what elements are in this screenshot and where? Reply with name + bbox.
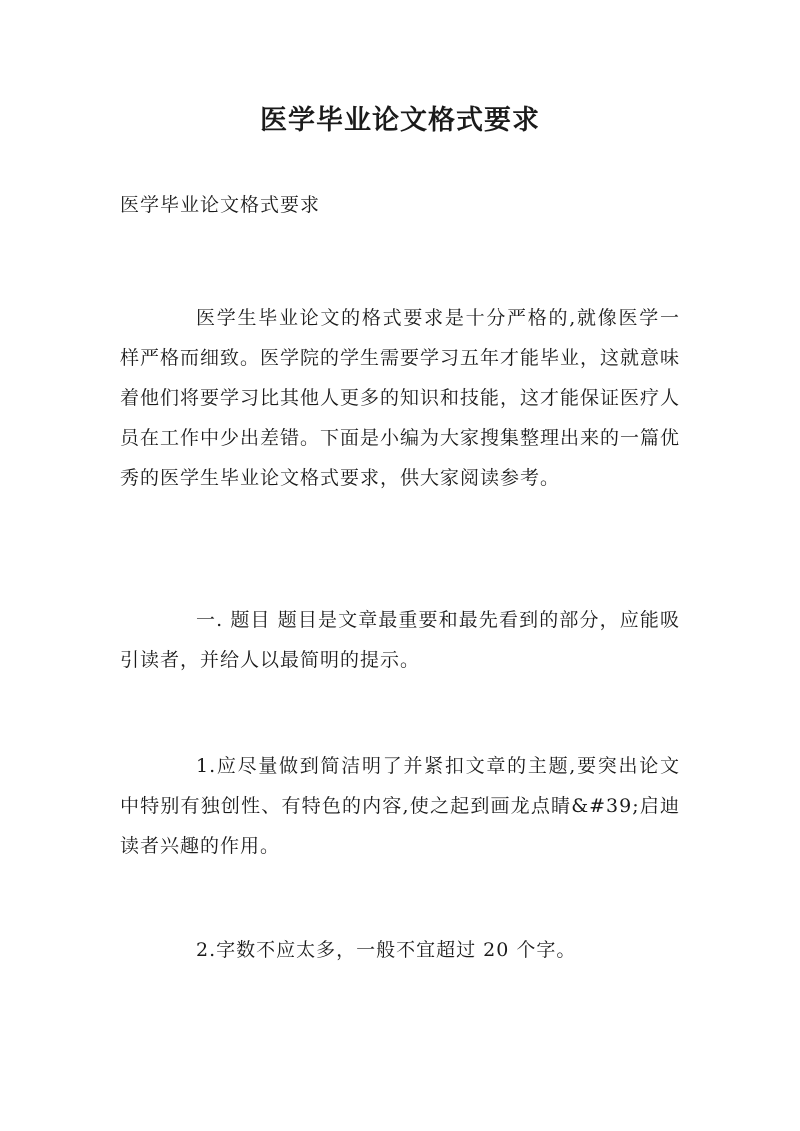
rule-2-paragraph: 2.字数不应太多，一般不宜超过 20 个字。 [196, 939, 577, 961]
intro-paragraph: 医学生毕业论文的格式要求是十分严格的,就像医学一样严格而细致。医学院的学生需要学习五年才能毕业，这就意味着他们将要学习比其他人更多的知识和技能，这才能保证医疗人员在工作中少出差错。下面是小编为大家搜集整理出来的一篇优秀的医学生毕业论文格式要求，供大家阅读参考。 [120, 307, 681, 489]
rule-1-paragraph: 1.应尽量做到简洁明了并紧扣文章的主题,要突出论文中特别有独创性、有特色的内容,使之起到画龙点睛&#39;启迪读者兴趣的作用。 [120, 755, 680, 857]
document-title: 医学毕业论文格式要求 [260, 105, 540, 136]
document-subtitle: 医学毕业论文格式要求 [120, 194, 321, 216]
section-title-paragraph: 一. 题目 题目是文章最重要和最先看到的部分，应能吸引读者，并给人以最简明的提示。 [120, 609, 680, 671]
